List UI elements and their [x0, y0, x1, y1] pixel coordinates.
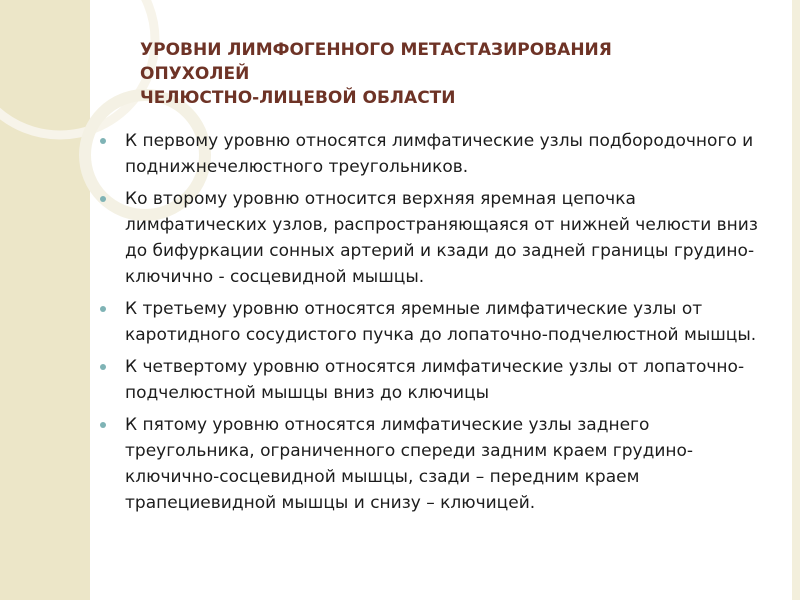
bullet-dot-icon	[100, 364, 106, 370]
slide-title	[140, 38, 740, 110]
bullet-text: Ко второму уровню относится верхняя яремная цепочка лимфатических узлов, распространяющаяся от нижней челюсти вниз до бифуркации сонных артерий и кзади до задней границы грудино-ключично - сосцевидной мышцы.	[125, 189, 758, 287]
bullet-dot-icon	[100, 138, 106, 144]
decorative-ring-large	[0, 0, 155, 135]
bullet-item-level-4	[96, 354, 776, 406]
right-decor-edge	[792, 0, 800, 600]
bullet-dot-icon	[100, 422, 106, 428]
slide-title-line: УРОВНИ ЛИМФОГЕННОГО МЕТАСТАЗИРОВАНИЯ	[140, 40, 612, 60]
bullet-text: К пятому уровню относятся лимфатические узлы заднего треугольника, ограниченного спереди задним краем грудино-ключично-сосцевидной мышцы, сзади – передним краем трапециевидной мышцы и снизу – ключицей.	[125, 415, 694, 513]
bullet-text: К четвертому уровню относятся лимфатические узлы от лопаточно- подчелюстной мышцы вниз до ключицы	[125, 357, 745, 403]
bullet-item-level-3	[96, 296, 776, 348]
bullet-text: К третьему уровню относятся яремные лимфатические узлы от каротидного сосудистого пучка до лопаточно-подчелюстной мышцы.	[125, 299, 757, 345]
slide-title-line: ЧЕЛЮСТНО-ЛИЦЕВОЙ ОБЛАСТИ	[140, 88, 456, 108]
bullet-item-level-2	[96, 186, 776, 290]
bullet-dot-icon	[100, 196, 106, 202]
bullet-item-level-1	[96, 128, 776, 180]
bullet-list	[96, 128, 776, 522]
slide-title-line: ОПУХОЛЕЙ	[140, 64, 250, 84]
bullet-dot-icon	[100, 306, 106, 312]
bullet-text: К первому уровню относятся лимфатические узлы подбородочного и поднижнечелюстного треугольников.	[125, 131, 754, 177]
bullet-item-level-5	[96, 412, 776, 516]
